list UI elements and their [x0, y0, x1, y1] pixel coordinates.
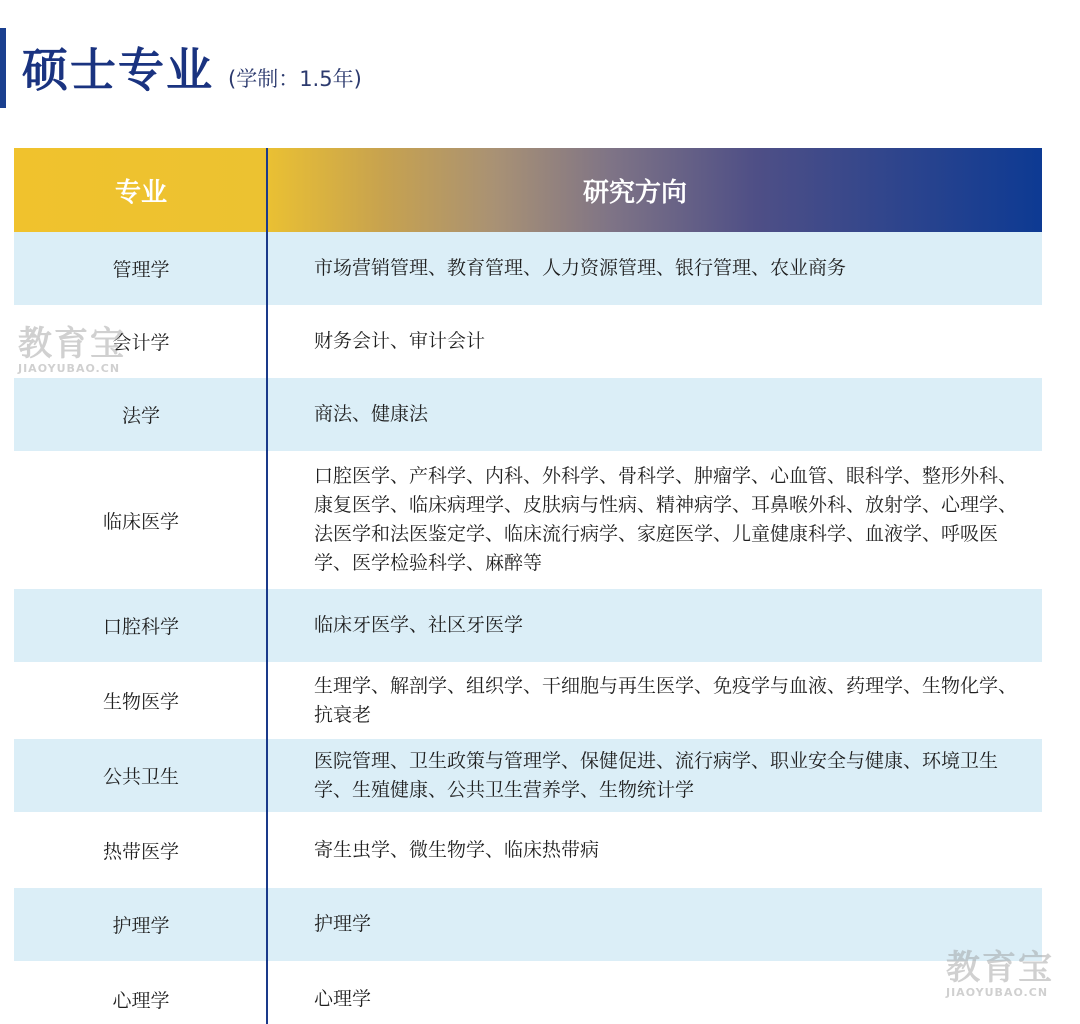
title-main: 硕士专业	[22, 43, 214, 97]
cell-direction: 商法、健康法	[314, 403, 429, 425]
table-row	[14, 739, 1042, 812]
cell-major: 口腔科学	[102, 616, 179, 638]
table-row	[14, 232, 1042, 305]
cell-major: 心理学	[112, 990, 170, 1012]
watermark-subtext: JIAOYUBAO.CN	[18, 362, 121, 375]
table-row	[14, 961, 1042, 1024]
cell-major: 临床医学	[102, 510, 179, 533]
cell-direction: 心理学	[314, 988, 372, 1010]
watermark-subtext: JIAOYUBAO.CN	[946, 986, 1049, 999]
table-row	[14, 812, 1042, 888]
cell-major: 生物医学	[102, 691, 179, 713]
table-row	[14, 589, 1042, 662]
watermark-text: 教育宝	[18, 324, 126, 364]
majors-table	[14, 148, 1042, 1024]
table-row	[14, 378, 1042, 451]
watermark-text: 教育宝	[946, 948, 1054, 988]
title-subtitle: (学制：1.5年)	[228, 67, 362, 91]
table-row	[14, 888, 1042, 961]
table-row	[14, 662, 1042, 739]
cell-major: 热带医学	[102, 840, 179, 863]
page-title	[22, 34, 362, 100]
cell-direction: 护理学	[314, 913, 372, 935]
table-row	[14, 451, 1042, 589]
cell-direction: 财务会计、审计会计	[314, 330, 486, 352]
cell-direction: 临床牙医学、社区牙医学	[314, 614, 524, 636]
cell-major: 公共卫生	[102, 766, 179, 788]
table-row	[14, 305, 1042, 378]
header-direction: 研究方向	[582, 177, 687, 208]
cell-direction: 医院管理、卫生政策与管理学、保健促进、流行病学、职业安全与健康、环境卫生学、生殖健康、公共卫生营养学、生物统计学	[314, 749, 999, 801]
column-divider	[266, 148, 268, 1024]
cell-direction: 市场营销管理、教育管理、人力资源管理、银行管理、农业商务	[314, 257, 847, 279]
table-header	[14, 148, 1042, 232]
header-major: 专业	[114, 177, 167, 208]
cell-major: 法学	[121, 405, 160, 427]
cell-direction: 寄生虫学、微生物学、临床热带病	[314, 838, 600, 861]
cell-major: 护理学	[112, 915, 170, 937]
cell-direction: 生理学、解剖学、组织学、干细胞与再生医学、免疫学与血液、药理学、生物化学、抗衰老	[314, 674, 1018, 726]
cell-major: 管理学	[112, 259, 170, 281]
cell-major: 会计学	[112, 332, 170, 354]
title-accent-bar	[0, 28, 6, 108]
cell-direction: 口腔医学、产科学、内科、外科学、骨科学、肿瘤学、心血管、眼科学、整形外科、康复医学、临床病理学、皮肤病与性病、精神病学、耳鼻喉外科、放射学、心理学、法医学和法医鉴定学、临床流行病学、家庭医学、儿童健康科学、血液学、呼吸医学、医学检验科学、麻醉等	[314, 465, 1018, 574]
